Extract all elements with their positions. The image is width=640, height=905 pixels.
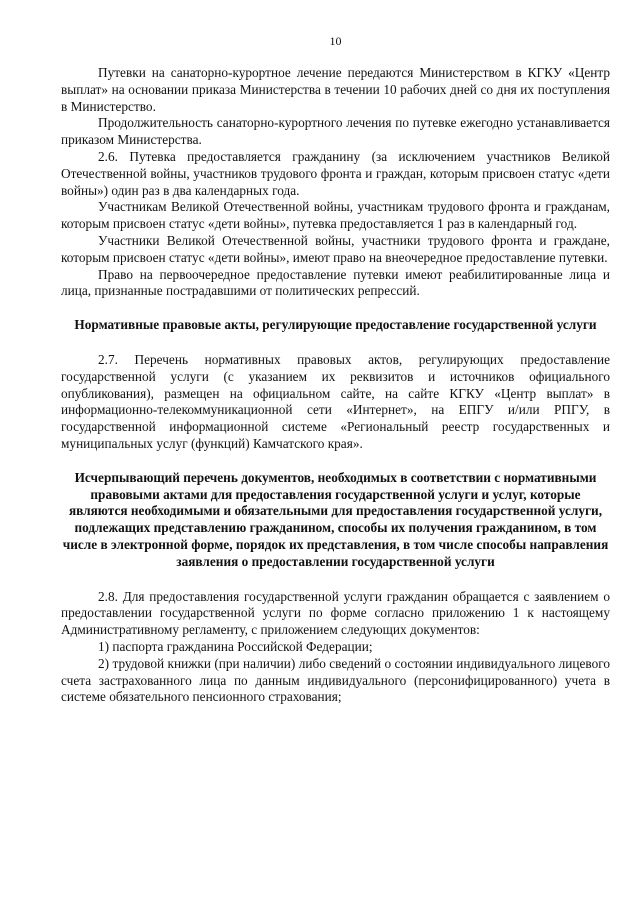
list-item-work-book: 2) трудовой книжки (при наличии) либо сведений о состоянии индивидуального лицевого счета застрахованного лица по данным индивидуального (персонифицированного) учета в системе обязательного пенсионного страхования; <box>61 655 610 705</box>
section-heading-legal-acts: Нормативные правовые акты, регулирующие предоставление государственной услуги <box>74 317 597 333</box>
paragraph-vouchers-transfer: Путевки на санаторно-курортное лечение передаются Министерством в КГКУ «Центр выплат» на основании приказа Министерства в течении 10 рабочих дней со дня их поступления в Министерство. <box>61 65 610 114</box>
paragraph-rehabilitated: Право на первоочередное предоставление путевки имеют реабилитированные лица и лица, признанные пострадавшими от политических репрессий. <box>61 266 610 299</box>
paragraph-2-6: 2.6. Путевка предоставляется гражданину (за исключением участников Великой Отечественной войны, участников трудового фронта и граждан, которым присвоен статус «дети войны») один раз в два календарных года. <box>61 148 610 198</box>
section-heading-documents: Исчерпывающий перечень документов, необходимых в соответствии с нормативными правовыми актами для предоставления государственной услуги и услуг, которые являются необходимыми и обязательными для предоставления государственной услуги, подлежащих представлению гражданином, способы их получения гражданином, в том числе в электронной форме, порядок их представления, в том числе способы направления заявления о предоставлении государственной услуги <box>62 469 609 569</box>
list-item-passport: 1) паспорта гражданина Российской Федерации; <box>98 638 373 654</box>
page-number: 10 <box>329 34 342 48</box>
paragraph-2-7: 2.7. Перечень нормативных правовых актов, регулирующих предоставление государственной услуги (с указанием их реквизитов и источников официального опубликования), размещен на официальном сайте, на сайте КГКУ «Центр выплат» в информационно-телекоммуникационной сети «Интернет», на ЕПГУ и/или РПГУ, в государственной информационной системе «Региональный реестр государственных и муниципальных услуг (функций) Камчатского края». <box>61 351 610 451</box>
paragraph-2-8: 2.8. Для предоставления государственной услуги гражданин обращается с заявлением о предоставлении государственной услуги по форме согласно приложению 1 к настоящему Административному регламенту, с приложением следующих документов: <box>61 588 610 638</box>
paragraph-duration: Продолжительность санаторно-курортного лечения по путевке ежегодно устанавливается приказом Министерства. <box>61 115 610 148</box>
paragraph-veterans-annual: Участникам Великой Отечественной войны, участникам трудового фронта и гражданам, которым присвоен статус «дети войны», путевка предоставляется 1 раз в календарный год. <box>61 199 610 232</box>
paragraph-veterans-priority: Участники Великой Отечественной войны, участники трудового фронта и граждане, которым присвоен статус «дети войны», имеют право на внеочередное предоставление путевки. <box>61 232 610 265</box>
